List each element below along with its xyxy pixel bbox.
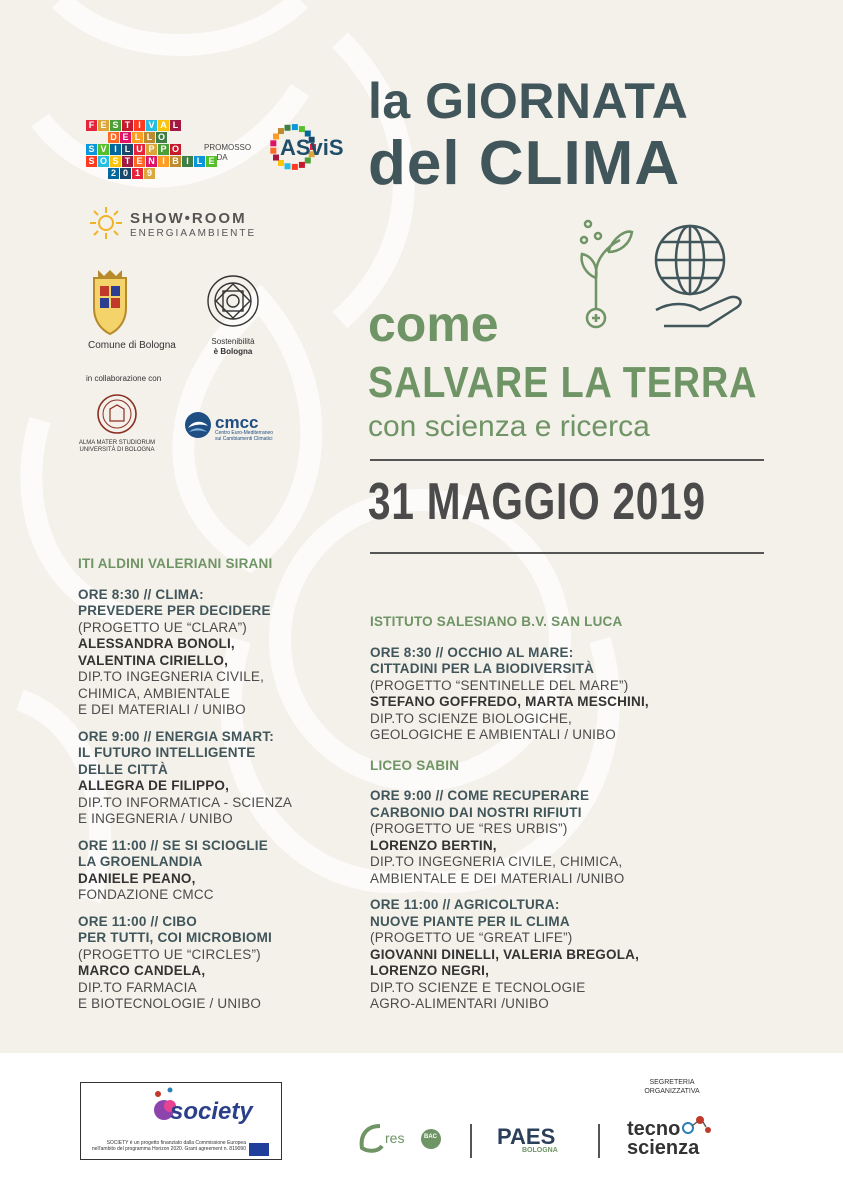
sostenibilita-knot-icon bbox=[206, 274, 260, 334]
sostenibilita-label-line2: è Bologna bbox=[213, 347, 253, 356]
festival-logo-letter: A bbox=[158, 120, 169, 131]
collaborazione-label: in collaborazione con bbox=[86, 374, 162, 383]
bac-label: BAC bbox=[424, 1134, 437, 1140]
event-date: 31 MAGGIO 2019 bbox=[368, 473, 706, 531]
program-event bbox=[370, 788, 700, 887]
festival-logo-letter: U bbox=[134, 144, 145, 155]
festival-logo-letter: P bbox=[158, 144, 169, 155]
event-title: CITTADINI PER LA BIODIVERSITÀ bbox=[370, 661, 595, 676]
asvis-logo-text: ASviS bbox=[280, 135, 344, 160]
asvis-ring-segment bbox=[273, 155, 279, 161]
asvis-ring-segment bbox=[285, 163, 291, 169]
festival-logo-letter: 2 bbox=[108, 168, 119, 179]
festival-logo-letter: S bbox=[110, 156, 121, 167]
event-title: ORE 11:00 // SE SI SCIOGLIE bbox=[78, 837, 268, 853]
res-logo-text: res bbox=[385, 1130, 405, 1146]
festival-logo bbox=[86, 120, 217, 180]
asvis-ring-segment bbox=[299, 126, 305, 132]
tecnoscienza-line1: tecno bbox=[627, 1118, 681, 1140]
festival-logo-letter: I bbox=[110, 144, 121, 155]
title-line-1: la GIORNATA bbox=[368, 73, 689, 129]
event-speaker: GIOVANNI DINELLI, VALERIA BREGOLA, bbox=[370, 946, 640, 962]
program-event bbox=[370, 897, 700, 1013]
event-speaker: ALLEGRA DE FILIPPO, bbox=[78, 778, 230, 793]
festival-logo-letter: E bbox=[120, 132, 131, 143]
event-affiliation: DIP.TO SCIENZE E TECNOLOGIE bbox=[370, 979, 586, 995]
event-title: CARBONIO DAI NOSTRI RIFIUTI bbox=[370, 804, 582, 820]
cmcc-subtitle bbox=[215, 430, 275, 442]
festival-logo-letter: T bbox=[122, 120, 133, 131]
event-speaker: STEFANO GOFFREDO, MARTA MESCHINI, bbox=[370, 694, 649, 709]
event-speaker: LORENZO BERTIN, bbox=[370, 837, 497, 853]
society-fine-print: SOCIETY è un progetto finanziato dalla Commissione Europea nell'ambito del programma Horizon 2020. Grant agreement n. 819090 bbox=[91, 1140, 246, 1152]
event-title: ORE 11:00 // CIBO bbox=[78, 913, 197, 929]
program-event bbox=[78, 838, 363, 904]
energiaambiente-text: ENERGIAAMBIENTE bbox=[130, 228, 257, 239]
festival-logo-letter: S bbox=[110, 120, 121, 131]
event-affiliation: E INGEGNERIA / UNIBO bbox=[78, 811, 233, 826]
alma-mater-label-line1: ALMA MATER STUDIORUM bbox=[78, 440, 156, 446]
program-right-column bbox=[370, 614, 700, 1023]
left-events bbox=[78, 587, 363, 1013]
alma-mater-label-line2: UNIVERSITÀ DI BOLOGNA bbox=[79, 447, 155, 453]
event-affiliation: DIP.TO FARMACIA bbox=[78, 979, 197, 995]
title-line-2: del CLIMA bbox=[368, 129, 681, 198]
event-project: (PROGETTO UE “RES URBIS”) bbox=[370, 821, 568, 836]
sostenibilita-label-line1: Sostenibilità bbox=[211, 337, 255, 346]
event-affiliation: DIP.TO INFORMATICA - SCIENZA bbox=[78, 794, 293, 810]
event-affiliation: CHIMICA, AMBIENTALE bbox=[78, 685, 231, 701]
asvis-ring-segment bbox=[299, 162, 305, 168]
event-speaker: LORENZO NEGRI, bbox=[370, 963, 490, 978]
festival-logo-letter: F bbox=[86, 120, 97, 131]
event-project: (PROGETTO “SENTINELLE DEL MARE”) bbox=[370, 677, 629, 693]
cmcc-logo-text: cmcc bbox=[215, 413, 259, 432]
festival-logo-row bbox=[86, 156, 217, 167]
event-title: IL FUTURO INTELLIGENTE bbox=[78, 745, 256, 760]
festival-logo-letter: L bbox=[144, 132, 155, 143]
divider-top bbox=[370, 459, 764, 461]
eu-flag-icon bbox=[249, 1143, 269, 1156]
event-affiliation: E BIOTECNOLOGIE / UNIBO bbox=[78, 996, 262, 1011]
event-speaker: MARCO CANDELA, bbox=[78, 963, 206, 978]
program-event bbox=[78, 729, 363, 828]
festival-logo-letter: O bbox=[99, 156, 107, 166]
paes-subtitle: BOLOGNA bbox=[522, 1147, 558, 1154]
festival-logo-row bbox=[86, 144, 217, 155]
asvis-ring-segment bbox=[273, 133, 279, 139]
festival-logo-letter: T bbox=[122, 156, 133, 167]
promosso-da-label: PROMOSSO DA bbox=[204, 143, 252, 162]
cmcc-subtitle-line2: sui Cambiamenti Climatici bbox=[215, 436, 273, 442]
cmcc-subtitle-line1: Centro Euro-Mediterraneo bbox=[215, 430, 274, 436]
festival-logo-letter: I bbox=[182, 156, 193, 167]
event-project: (PROGETTO UE “CIRCLES”) bbox=[78, 946, 261, 962]
plant-globe-illustration bbox=[578, 218, 756, 332]
festival-logo-letter: L bbox=[122, 144, 133, 155]
venue-liceo-sabin: LICEO SABIN bbox=[370, 757, 460, 773]
subtitle-scienza: con scienza e ricerca bbox=[368, 410, 650, 443]
bologna-crest-icon bbox=[88, 268, 132, 336]
event-title: ORE 11:00 // AGRICOLTURA: bbox=[370, 897, 560, 912]
event-affiliation: AGRO-ALIMENTARI /UNIBO bbox=[370, 996, 549, 1011]
tecnoscienza-line2: scienza bbox=[627, 1137, 700, 1159]
event-title: ORE 9:00 // COME RECUPERARE bbox=[370, 788, 590, 803]
festival-logo-letter: V bbox=[146, 120, 157, 131]
event-project: (PROGETTO UE “GREAT LIFE”) bbox=[370, 930, 573, 945]
footer-separator-2 bbox=[598, 1124, 600, 1158]
segreteria-label bbox=[630, 1078, 714, 1096]
event-affiliation: AMBIENTALE E DEI MATERIALI /UNIBO bbox=[370, 870, 625, 886]
program-event bbox=[370, 645, 700, 744]
asvis-ring-segment bbox=[270, 140, 276, 146]
event-title: ORE 8:30 // CLIMA: bbox=[78, 586, 204, 602]
festival-logo-letter: L bbox=[132, 132, 143, 143]
festival-logo-letter: E bbox=[206, 156, 217, 167]
right-events-1 bbox=[370, 645, 700, 744]
showroom-logo-text: SHOW•ROOM bbox=[130, 210, 247, 227]
festival-logo-letter: V bbox=[98, 144, 109, 155]
event-affiliation: E DEI MATERIALI / UNIBO bbox=[78, 702, 246, 717]
asvis-ring-segment bbox=[270, 148, 276, 154]
event-title: ORE 8:30 // OCCHIO AL MARE: bbox=[370, 644, 574, 660]
sostenibilita-label bbox=[204, 337, 262, 357]
festival-logo-letter: L bbox=[170, 120, 181, 131]
alma-mater-seal-icon bbox=[96, 393, 138, 435]
festival-logo-letter: P bbox=[146, 144, 157, 155]
event-affiliation: DIP.TO INGEGNERIA CIVILE, CHIMICA, bbox=[370, 854, 623, 869]
footer-separator-1 bbox=[470, 1124, 472, 1158]
festival-logo-row bbox=[86, 120, 217, 131]
event-title: LA GROENLANDIA bbox=[78, 854, 203, 869]
sun-icon bbox=[88, 205, 124, 241]
event-speaker: VALENTINA CIRIELLO, bbox=[78, 652, 229, 668]
festival-logo-letter: O bbox=[157, 132, 165, 142]
festival-logo-letter: L bbox=[194, 156, 205, 167]
event-affiliation: DIP.TO INGEGNERIA CIVILE, bbox=[78, 669, 265, 684]
event-affiliation: DIP.TO SCIENZE BIOLOGICHE, bbox=[370, 710, 572, 726]
paes-logo-text: PAES bbox=[497, 1124, 556, 1149]
festival-logo-letter: O bbox=[171, 144, 179, 154]
festival-logo-letter: S bbox=[86, 156, 97, 167]
event-title: ORE 9:00 // ENERGIA SMART: bbox=[78, 728, 274, 744]
festival-logo-letter: N bbox=[146, 156, 157, 167]
event-title: DELLE CITTÀ bbox=[78, 761, 168, 777]
festival-logo-letter: 9 bbox=[144, 168, 155, 179]
venue-salesiano: ISTITUTO SALESIANO B.V. SAN LUCA bbox=[370, 614, 623, 629]
subtitle-salvare: SALVARE LA TERRA bbox=[368, 358, 758, 407]
festival-logo-letter: S bbox=[86, 144, 97, 155]
festival-logo-letter: 0 bbox=[120, 168, 131, 179]
right-events-2 bbox=[370, 788, 700, 1013]
res-leaf-icon bbox=[358, 1122, 386, 1156]
event-speaker: ALESSANDRA BONOLI, bbox=[78, 636, 235, 651]
comune-bologna-label: Comune di Bologna bbox=[88, 340, 176, 351]
asvis-ring-segment bbox=[292, 164, 298, 170]
event-title: PER TUTTI, COI MICROBIOMI bbox=[78, 930, 272, 945]
festival-logo-letter: D bbox=[108, 132, 119, 143]
tecnoscienza-molecule-icon bbox=[682, 1114, 712, 1136]
asvis-ring-segment bbox=[292, 124, 298, 130]
event-speaker: DANIELE PEANO, bbox=[78, 870, 196, 886]
alma-mater-label bbox=[78, 440, 156, 454]
divider-bottom bbox=[370, 552, 764, 554]
program-event bbox=[78, 587, 363, 719]
cmcc-swirl-icon bbox=[183, 410, 213, 440]
festival-logo-letter: B bbox=[170, 156, 181, 167]
event-title: NUOVE PIANTE PER IL CLIMA bbox=[370, 913, 570, 929]
asvis-ring-segment bbox=[278, 128, 284, 134]
segreteria-label-line2: ORGANIZZATIVA bbox=[644, 1088, 700, 1095]
asvis-ring-segment bbox=[285, 125, 291, 131]
society-logo-text: society bbox=[170, 1098, 253, 1125]
event-affiliation: GEOLOGICHE E AMBIENTALI / UNIBO bbox=[370, 727, 617, 742]
festival-logo-letter: I bbox=[134, 120, 145, 131]
festival-logo-letter: E bbox=[134, 156, 145, 167]
festival-logo-row bbox=[108, 132, 217, 143]
festival-logo-letter: I bbox=[158, 156, 169, 167]
event-title: PREVEDERE PER DECIDERE bbox=[78, 603, 271, 618]
festival-logo-letter: E bbox=[98, 120, 109, 131]
segreteria-label-line1: SEGRETERIA bbox=[649, 1079, 695, 1086]
event-affiliation: FONDAZIONE CMCC bbox=[78, 887, 214, 902]
festival-logo-row bbox=[108, 168, 217, 179]
subtitle-come: come bbox=[368, 296, 499, 352]
program-event bbox=[78, 914, 363, 1013]
program-left-column bbox=[78, 556, 363, 1023]
festival-logo-letter: 1 bbox=[132, 168, 143, 179]
venue-iti-aldini: ITI ALDINI VALERIANI SIRANI bbox=[78, 556, 273, 571]
event-project: (PROGETTO UE “CLARA”) bbox=[78, 619, 247, 635]
